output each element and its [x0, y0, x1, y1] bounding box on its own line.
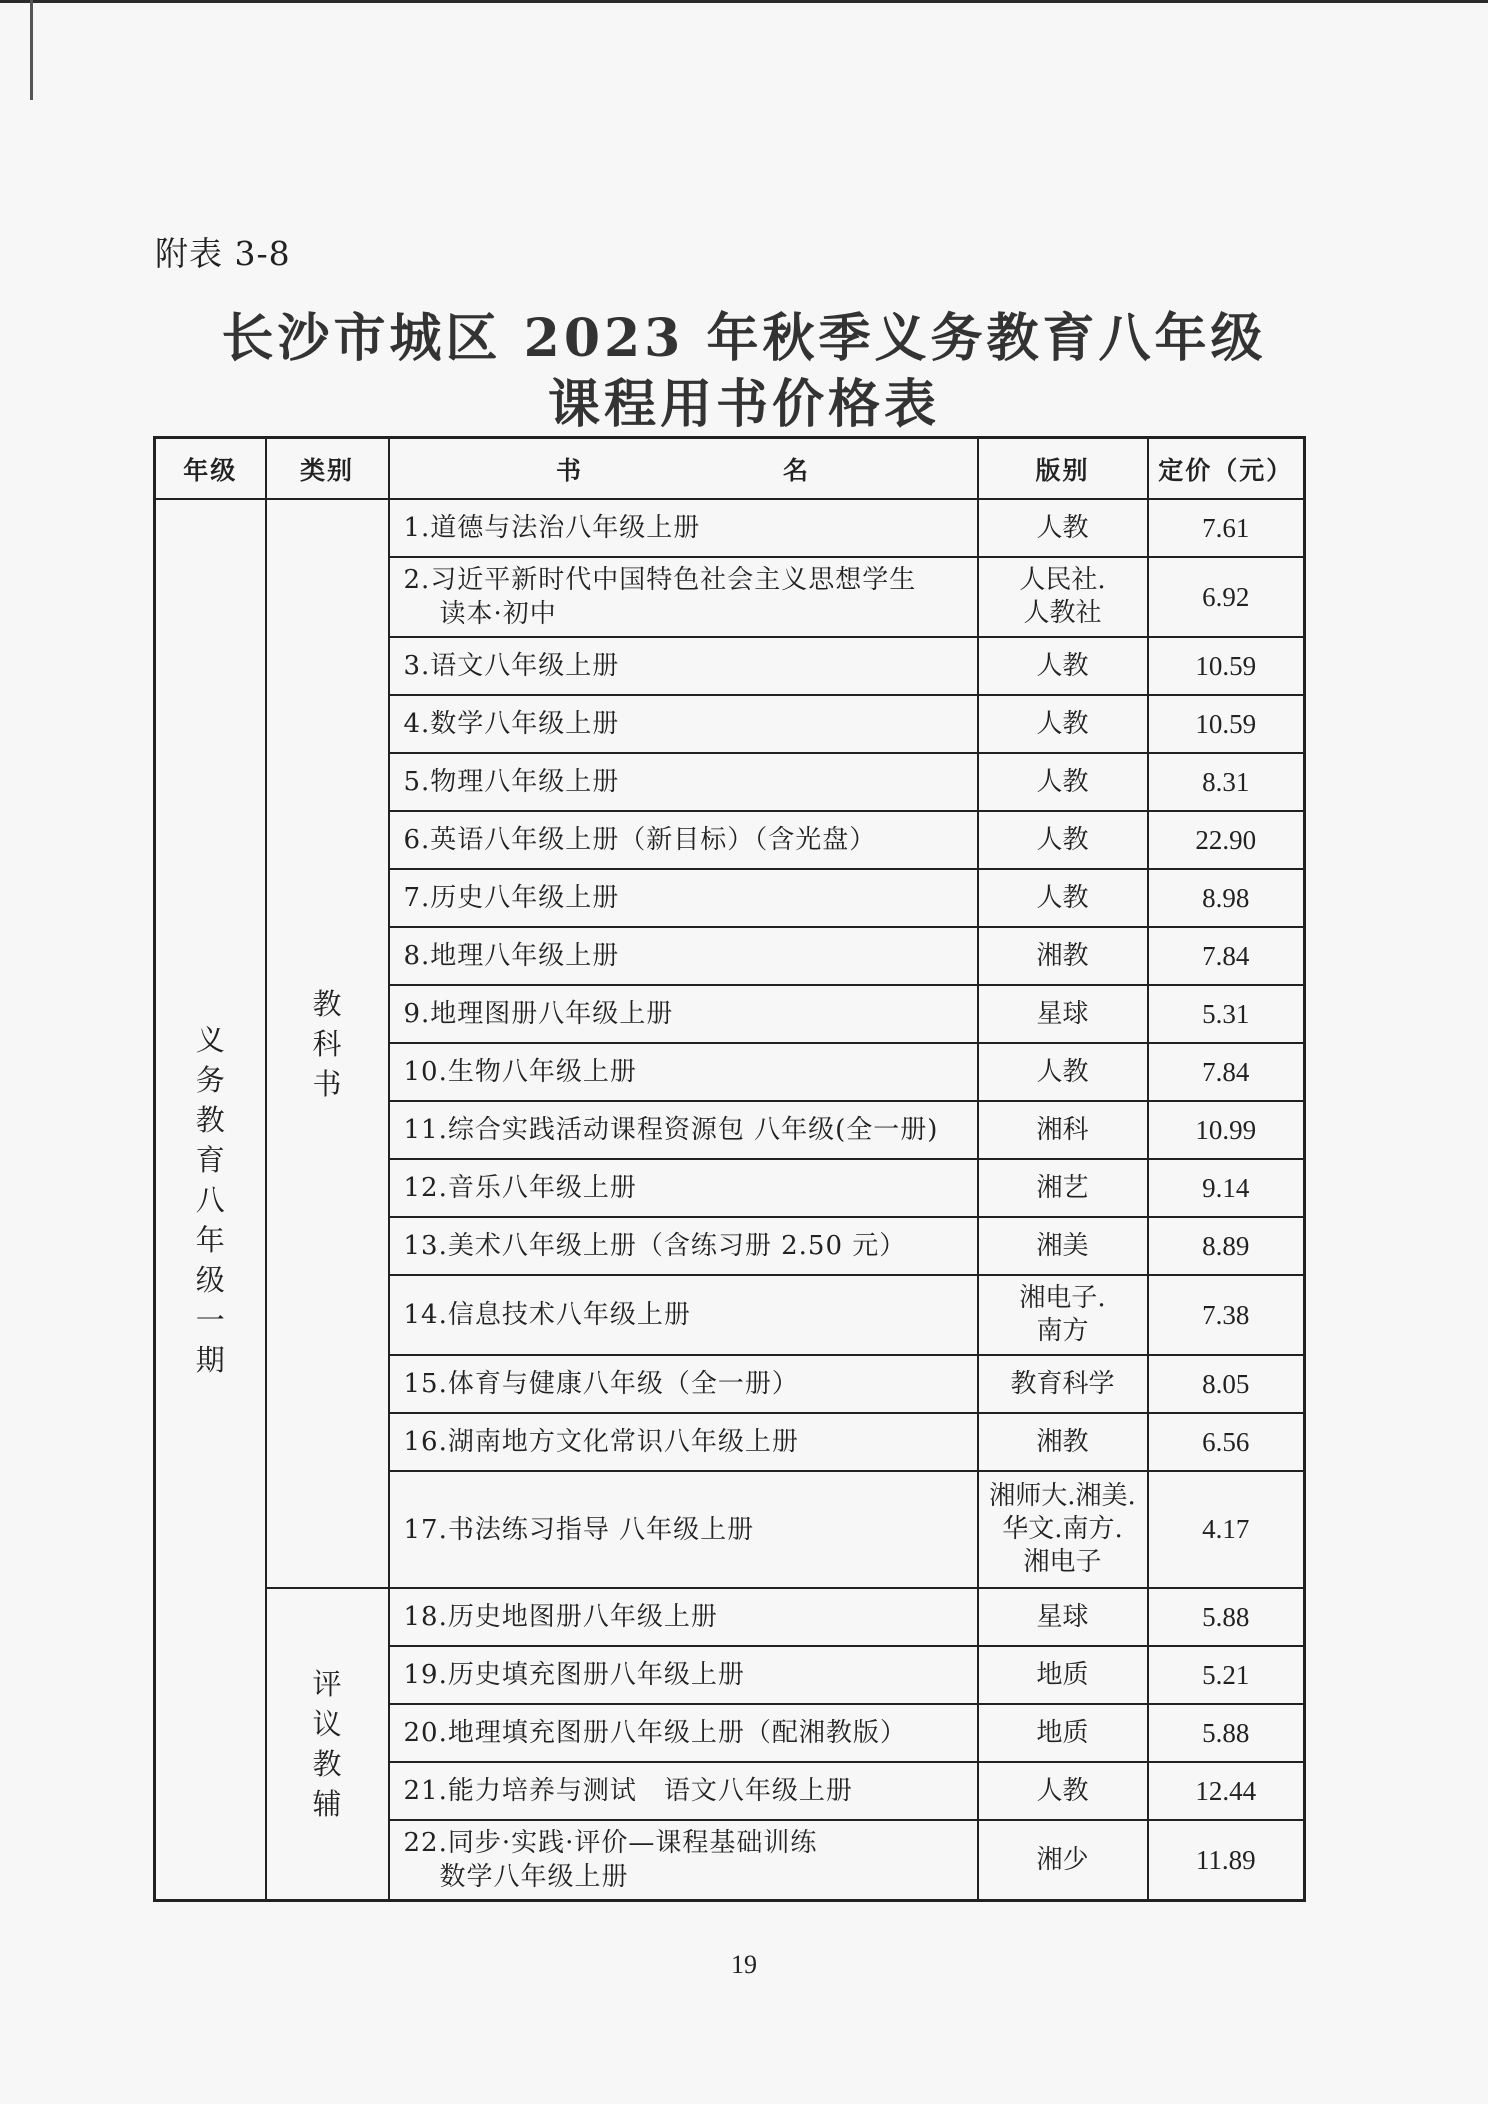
- book-name: 5.物理八年级上册: [389, 753, 978, 811]
- book-name: 14.信息技术八年级上册: [389, 1275, 978, 1355]
- price: 5.88: [1148, 1704, 1305, 1762]
- book-name: 8.地理八年级上册: [389, 927, 978, 985]
- header-publisher: 版别: [978, 438, 1148, 500]
- publisher: 人教: [978, 499, 1148, 557]
- publisher: 人教: [978, 1762, 1148, 1820]
- category-textbook: 教科书: [266, 499, 389, 1588]
- book-name: 16.湖南地方文化常识八年级上册: [389, 1413, 978, 1471]
- publisher: 地质: [978, 1704, 1148, 1762]
- publisher: 湘电子. 南方: [978, 1275, 1148, 1355]
- publisher: 教育科学: [978, 1355, 1148, 1413]
- publisher: 人教: [978, 753, 1148, 811]
- book-name: 9.地理图册八年级上册: [389, 985, 978, 1043]
- price: 5.21: [1148, 1646, 1305, 1704]
- publisher: 湘教: [978, 1413, 1148, 1471]
- publisher: 湘少: [978, 1820, 1148, 1901]
- price: 22.90: [1148, 811, 1305, 869]
- appendix-label: 附表 3-8: [155, 234, 291, 273]
- scan-left-edge: [30, 0, 33, 100]
- book-name: 18.历史地图册八年级上册: [389, 1588, 978, 1646]
- page-title-line2: 课程用书价格表: [547, 374, 940, 435]
- price: 6.92: [1148, 557, 1305, 637]
- publisher: 人教: [978, 637, 1148, 695]
- category-supplementary: 评议教辅: [266, 1588, 389, 1901]
- price: 6.56: [1148, 1413, 1305, 1471]
- price: 8.31: [1148, 753, 1305, 811]
- price: 7.84: [1148, 927, 1305, 985]
- page-title-line1: 长沙市城区 2023 年秋季义务教育八年级: [221, 308, 1267, 369]
- price: 10.99: [1148, 1101, 1305, 1159]
- book-name: 20.地理填充图册八年级上册（配湘教版）: [389, 1704, 978, 1762]
- price: 7.38: [1148, 1275, 1305, 1355]
- header-category: 类别: [266, 438, 389, 500]
- publisher: 湘教: [978, 927, 1148, 985]
- book-name: 12.音乐八年级上册: [389, 1159, 978, 1217]
- header-book-name-right: 名: [783, 455, 811, 485]
- price: 5.31: [1148, 985, 1305, 1043]
- publisher: 地质: [978, 1646, 1148, 1704]
- publisher: 湘科: [978, 1101, 1148, 1159]
- publisher: 星球: [978, 1588, 1148, 1646]
- page-number: 19: [731, 1950, 757, 1979]
- book-name: 11.综合实践活动课程资源包 八年级(全一册): [389, 1101, 978, 1159]
- header-price: 定价（元）: [1148, 438, 1305, 500]
- book-name: 19.历史填充图册八年级上册: [389, 1646, 978, 1704]
- header-book-name: [389, 438, 978, 500]
- table-row: [155, 1588, 1305, 1646]
- table-header-row: [155, 438, 1305, 500]
- publisher: 星球: [978, 985, 1148, 1043]
- book-name: 15.体育与健康八年级（全一册）: [389, 1355, 978, 1413]
- price: 4.17: [1148, 1471, 1305, 1588]
- price: 10.59: [1148, 695, 1305, 753]
- book-name: 22.同步·实践·评价—课程基础训练 数学八年级上册: [389, 1820, 978, 1901]
- header-book-name-left: 书: [555, 455, 583, 485]
- price: 11.89: [1148, 1820, 1305, 1901]
- scan-top-edge: [0, 0, 1488, 3]
- price: 8.98: [1148, 869, 1305, 927]
- price: 8.05: [1148, 1355, 1305, 1413]
- book-name: 10.生物八年级上册: [389, 1043, 978, 1101]
- publisher: 湘艺: [978, 1159, 1148, 1217]
- table-row: [155, 499, 1305, 557]
- price: 12.44: [1148, 1762, 1305, 1820]
- publisher: 人教: [978, 695, 1148, 753]
- publisher: 人教: [978, 1043, 1148, 1101]
- price: 9.14: [1148, 1159, 1305, 1217]
- publisher: 湘美: [978, 1217, 1148, 1275]
- price: 5.88: [1148, 1588, 1305, 1646]
- book-name: 2.习近平新时代中国特色社会主义思想学生 读本·初中: [389, 557, 978, 637]
- book-name: 1.道德与法治八年级上册: [389, 499, 978, 557]
- book-name: 6.英语八年级上册（新目标）（含光盘）: [389, 811, 978, 869]
- publisher: 人教: [978, 811, 1148, 869]
- price: 10.59: [1148, 637, 1305, 695]
- book-name: 21.能力培养与测试 语文八年级上册: [389, 1762, 978, 1820]
- book-name: 4.数学八年级上册: [389, 695, 978, 753]
- book-name: 17.书法练习指导 八年级上册: [389, 1471, 978, 1588]
- price: 7.84: [1148, 1043, 1305, 1101]
- publisher: 湘师大.湘美. 华文.南方. 湘电子: [978, 1471, 1148, 1588]
- price: 8.89: [1148, 1217, 1305, 1275]
- publisher: 人教: [978, 869, 1148, 927]
- publisher: 人民社. 人教社: [978, 557, 1148, 637]
- book-name: 3.语文八年级上册: [389, 637, 978, 695]
- price-table: [153, 436, 1306, 1902]
- header-grade: 年级: [155, 438, 266, 500]
- book-name: 13.美术八年级上册（含练习册 2.50 元）: [389, 1217, 978, 1275]
- book-name: 7.历史八年级上册: [389, 869, 978, 927]
- price: 7.61: [1148, 499, 1305, 557]
- grade-cell: 义务教育八年级一期: [155, 499, 266, 1901]
